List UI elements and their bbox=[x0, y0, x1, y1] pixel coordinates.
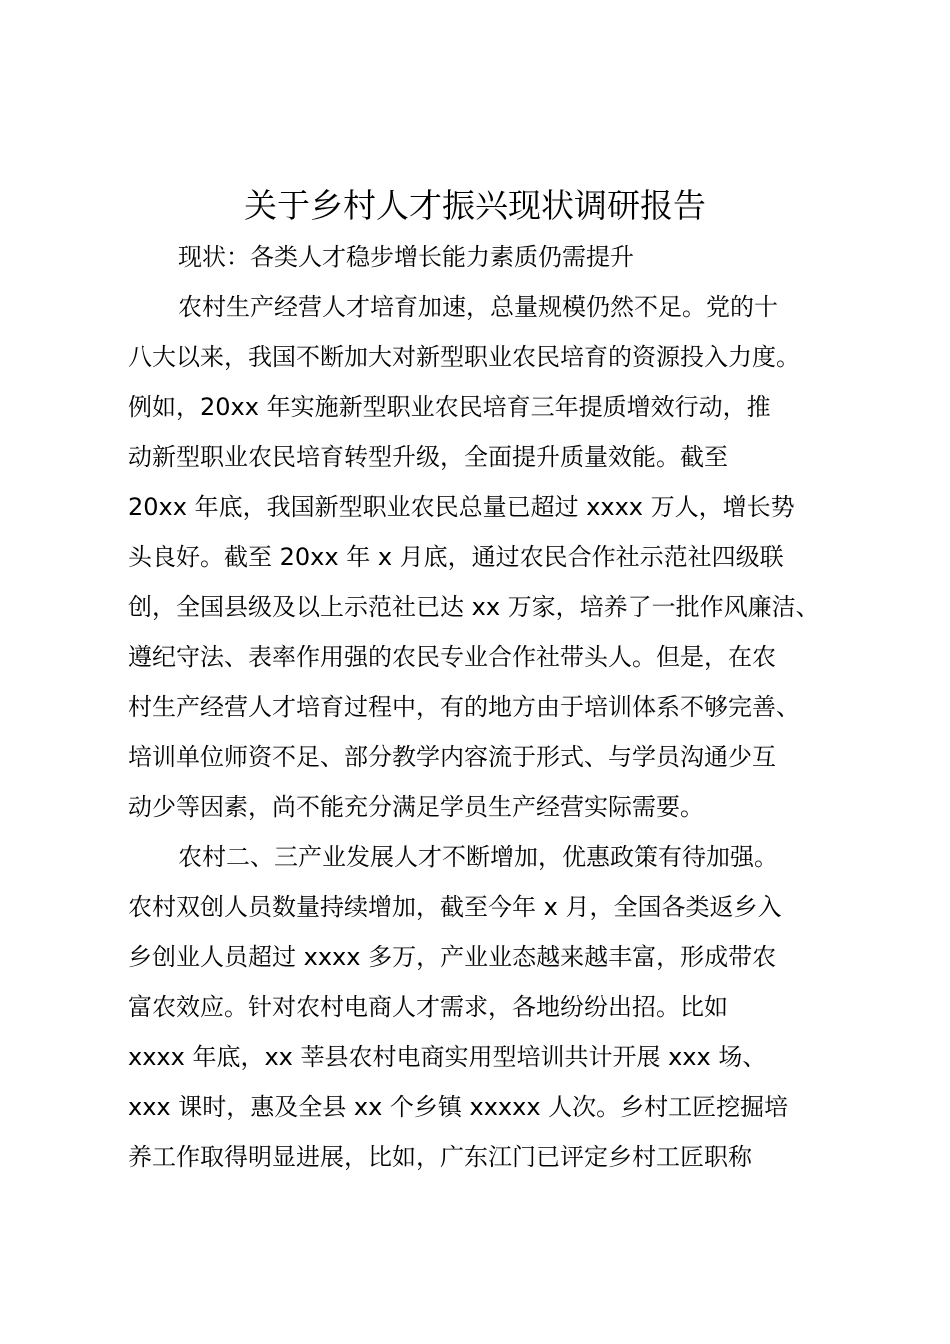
paragraph-1-line: 八大以来，我国不断加大对新型职业农民培育的资源投入力度。 bbox=[128, 343, 800, 371]
document-title: 关于乡村人才振兴现状调研报告 bbox=[244, 186, 706, 225]
paragraph-1-line: 动新型职业农民培育转型升级，全面提升质量效能。截至 bbox=[128, 443, 728, 471]
paragraph-2-line: 农村二、三产业发展人才不断增加，优惠政策有待加强。 bbox=[178, 843, 778, 871]
paragraph-1-line: 培训单位师资不足、部分教学内容流于形式、与学员沟通少互 bbox=[128, 743, 776, 771]
paragraph-1-line: 动少等因素，尚不能充分满足学员生产经营实际需要。 bbox=[128, 793, 704, 821]
paragraph-2-line: 富农效应。针对农村电商人才需求，各地纷纷出招。比如 bbox=[128, 993, 728, 1021]
paragraph-2-line: 乡创业人员超过 xxxx 多万，产业业态越来越丰富，形成带农 bbox=[128, 943, 777, 971]
paragraph-2-line: xxx 课时，惠及全县 xx 个乡镇 xxxxx 人次。乡村工匠挖掘培 bbox=[128, 1093, 789, 1121]
paragraph-1-line: 农村生产经营人才培育加速，总量规模仍然不足。党的十 bbox=[178, 293, 778, 321]
paragraph-1-line: 头良好。截至 20xx 年 x 月底，通过农民合作社示范社四级联 bbox=[128, 543, 784, 571]
paragraph-1-line: 创，全国县级及以上示范社已达 xx 万家，培养了一批作风廉洁、 bbox=[128, 593, 820, 621]
paragraph-2-line: xxxx 年底，xx 莘县农村电商实用型培训共计开展 xxx 场、 bbox=[128, 1043, 767, 1071]
paragraph-1-line: 20xx 年底，我国新型职业农民总量已超过 xxxx 万人，增长势 bbox=[128, 493, 795, 521]
document-subtitle: 现状：各类人才稳步增长能力素质仍需提升 bbox=[178, 243, 634, 271]
paragraph-2-line: 养工作取得明显进展，比如，广东江门已评定乡村工匠职称 bbox=[128, 1143, 752, 1171]
paragraph-2-line: 农村双创人员数量持续增加，截至今年 x 月，全国各类返乡入 bbox=[128, 893, 782, 921]
paragraph-1-line: 遵纪守法、表率作用强的农民专业合作社带头人。但是，在农 bbox=[128, 643, 776, 671]
paragraph-1-line: 村生产经营人才培育过程中，有的地方由于培训体系不够完善、 bbox=[128, 693, 800, 721]
paragraph-1-line: 例如，20xx 年实施新型职业农民培育三年提质增效行动，推 bbox=[128, 393, 771, 421]
